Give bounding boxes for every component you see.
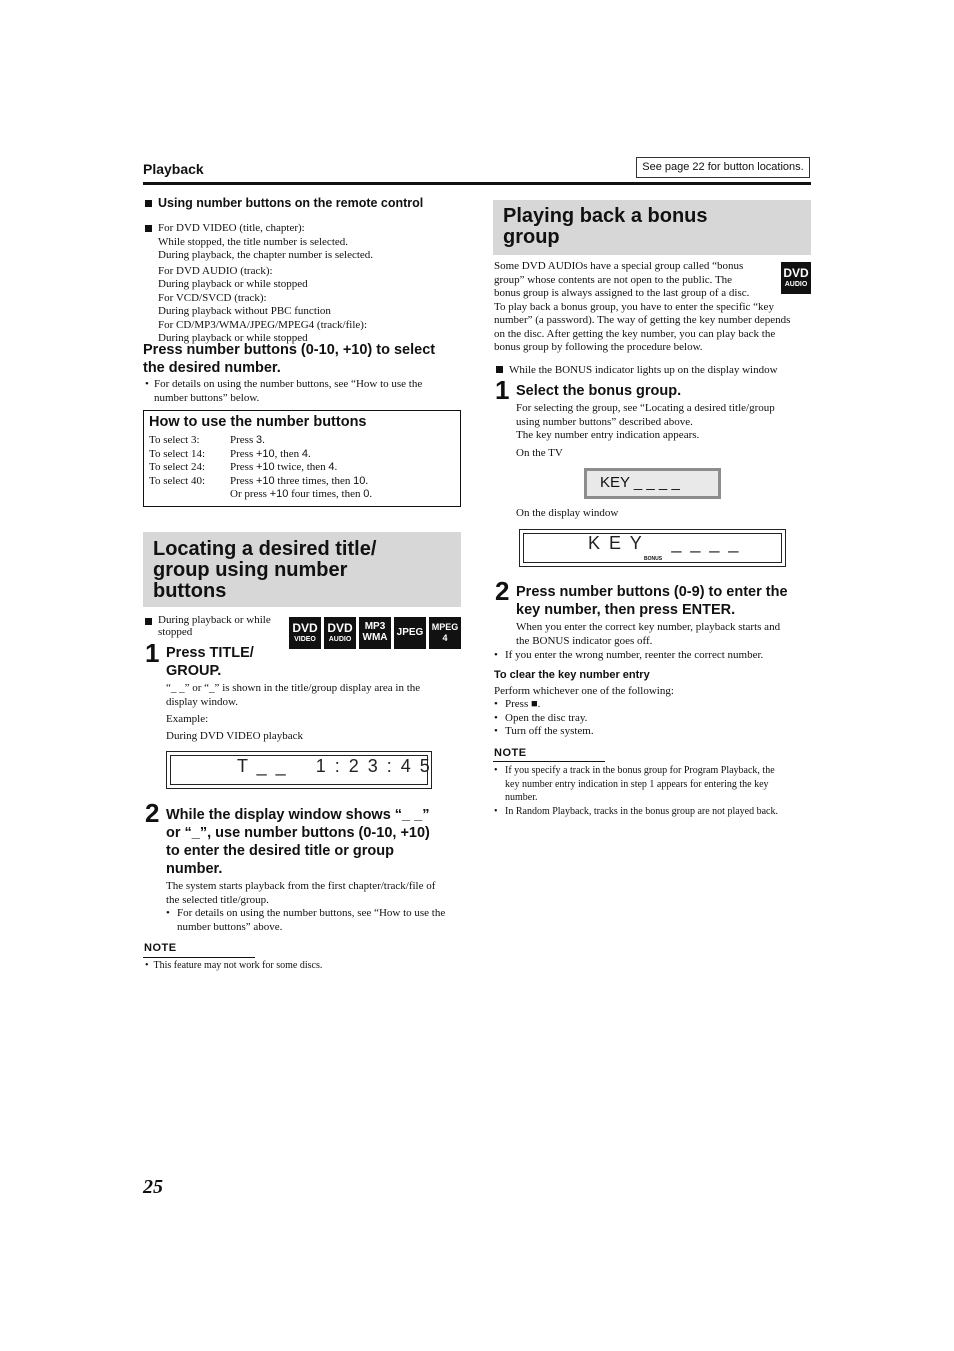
how-to-row [149, 448, 372, 462]
bonus-title-line: Playing back a bonus [503, 205, 708, 227]
text-line: For selecting the group, see “Locating a desired title/group [516, 402, 775, 414]
step2-body: The system starts playback from the first chapter/track/file of the selected title/group. • For details on using the number buttons, see “How to use the number buttons” above. [166, 880, 466, 934]
instr-text: . [365, 474, 369, 487]
bonus-indicator: BONUS [644, 556, 663, 562]
using-heading [145, 196, 423, 210]
tv-key-text: KEY _ _ _ _ [600, 474, 680, 491]
how-to-instruction [230, 434, 372, 448]
display-window-lcd [519, 529, 786, 567]
note-line: number. [505, 792, 538, 803]
condition-line: During playback or while [158, 614, 271, 626]
clear-heading: To clear the key number entry [494, 669, 650, 681]
badge-bottom: 4 [442, 633, 448, 643]
clear-list [494, 698, 794, 739]
step-title-line: key number, then press ENTER. [516, 602, 736, 618]
conditions-block [145, 222, 465, 346]
header-rule [143, 182, 811, 185]
text-line: Some DVD AUDIOs have a special group called “bonus [494, 260, 744, 272]
key-label: 0 [363, 488, 370, 500]
how-to-row [149, 434, 372, 448]
bonus-step2-bullet: • If you enter the wrong number, reenter the correct number. [494, 649, 764, 661]
text-line: When you enter the correct key number, playback starts and [516, 621, 781, 633]
on-tv-label: On the TV [516, 447, 563, 459]
condition-line: For DVD VIDEO (title, chapter): [158, 222, 305, 234]
text-line: bonus group by following the procedure below. [494, 341, 703, 353]
step-title-line: Press TITLE/ [166, 645, 254, 661]
step-number: 1 [145, 638, 160, 668]
how-to-instruction [230, 448, 372, 462]
locating-title-line: group using number [153, 559, 348, 581]
badge-top: DVD [292, 621, 318, 635]
step-title-line: to enter the desired title or group [166, 843, 394, 859]
bonus-title-line: group [503, 226, 560, 248]
see-page-box [636, 157, 810, 178]
clear-item-text: Press ■. [505, 698, 541, 710]
key-label: 10 [353, 474, 366, 487]
disc-badge [359, 617, 391, 649]
square-bullet-icon [496, 366, 503, 373]
bonus-step2-title [516, 583, 816, 619]
condition-line: For VCD/SVCD (track): [158, 291, 267, 304]
section-title: Playback [143, 161, 204, 177]
disc-badge [429, 617, 461, 649]
condition-line: While stopped, the title number is selected. [158, 235, 349, 248]
instr-text: Press [230, 461, 256, 473]
how-to-box [143, 410, 461, 507]
bonus-intro [494, 260, 814, 355]
step-number: 2 [145, 798, 160, 828]
condition-line: During playback or while stopped [158, 332, 308, 344]
how-to-label: To select 40: [149, 474, 206, 487]
how-to-instruction [230, 461, 372, 475]
text-line: bonus group is always assigned to the last group of a disc. [494, 287, 750, 299]
instr-text: . [369, 488, 373, 500]
condition-line: During playback, the chapter number is selected. [158, 249, 374, 261]
press-heading [143, 341, 473, 377]
press-heading-line: Press number buttons (0-10, +10) to select [143, 342, 436, 358]
badge-bottom: AUDIO [328, 636, 352, 643]
disc-badge [289, 617, 321, 649]
text-line: To play back a bonus group, you have to enter the specific “key [494, 300, 774, 313]
clear-item-text: Open the disc tray. [505, 711, 588, 724]
body-line: The system starts playback from the first chapter/track/file of [166, 880, 436, 892]
clear-item: • Press ■. [494, 698, 541, 710]
condition-line: For CD/MP3/WMA/JPEG/MPEG4 (track/file): [158, 318, 367, 331]
instr-text: Press [230, 434, 256, 446]
badge-top: JPEG [396, 627, 424, 638]
see-page-text: See page 22 for button locations. [642, 161, 804, 173]
note-rule [493, 761, 605, 762]
press-bullet: • For details on using the number buttons, see “How to use the number buttons” below. [145, 378, 465, 405]
how-to-label: To select 14: [149, 447, 206, 460]
condition-line: During playback or while stopped [158, 278, 308, 290]
step-title-line: number. [166, 861, 223, 877]
condition-line: During playback without PBC function [158, 305, 331, 317]
example-label: Example: [166, 713, 209, 725]
key-label: +10 [269, 488, 289, 500]
instr-text: . [262, 434, 265, 446]
step1-title [166, 644, 254, 680]
lcd-text: K E Y _ _ _ _ [588, 533, 741, 553]
step-number: 1 [495, 375, 510, 405]
how-to-table [149, 434, 372, 502]
instr-text: Press [230, 474, 256, 487]
instr-text: . [307, 447, 311, 460]
how-to-row [149, 475, 372, 489]
key-label: 4 [328, 461, 335, 473]
text-line: using number buttons” described above. [516, 415, 693, 428]
note-label: NOTE [144, 942, 177, 954]
step2-title [166, 806, 466, 878]
instr-text: Or press [230, 488, 270, 500]
step-number: 2 [495, 576, 510, 606]
how-to-row [149, 488, 372, 502]
square-bullet-icon [145, 225, 152, 232]
body-line: display window. [166, 695, 239, 708]
bonus-step1-title: Select the bonus group. [516, 383, 682, 399]
page-number: 25 [143, 1176, 163, 1198]
how-to-label [149, 488, 230, 502]
using-heading-text: Using number buttons on the remote control [158, 196, 424, 210]
clear-item: • Open the disc tray. [494, 711, 588, 724]
how-to-instruction [230, 475, 372, 489]
badge-top: MP3 [364, 621, 386, 632]
how-to-label: To select 24: [149, 461, 206, 473]
bullet-line: For details on using the number buttons, see “How to use the [177, 907, 446, 919]
note-line: • In Random Playback, tracks in the bonus group are not played back. [494, 805, 778, 817]
note-rule [143, 957, 255, 958]
instr-text: Press [230, 447, 256, 460]
note-line: • If you specify a track in the bonus group for Program Playback, the [494, 765, 775, 776]
condition-text: While the BONUS indicator lights up on the display window [509, 364, 778, 376]
condition-line: stopped [158, 625, 193, 638]
bonus-title-box [493, 200, 811, 255]
how-to-label: To select 3: [149, 434, 200, 446]
bullet-text: If you enter the wrong number, reenter the correct number. [505, 649, 764, 661]
clear-intro: Perform whichever one of the following: [494, 685, 674, 697]
clear-item-text: Turn off the system. [505, 725, 594, 737]
badge-top: DVD [327, 621, 353, 635]
press-bullet-line: For details on using the number buttons, see “How to use the [154, 378, 423, 390]
instr-text: . [334, 461, 338, 473]
clear-item: • Turn off the system. [494, 725, 594, 737]
bonus-step2-body [516, 621, 816, 648]
text-line: The key number entry indication appears. [516, 429, 700, 441]
bonus-step1-body [516, 402, 816, 443]
step-title-line: Press number buttons (0-9) to enter the [516, 584, 788, 600]
instr-text: four times, then [288, 488, 364, 500]
text-line: the BONUS indicator goes off. [516, 634, 653, 647]
disc-badge [324, 617, 356, 649]
tv-key-display [584, 468, 721, 499]
display-window-lcd [166, 751, 432, 789]
body-line: “_ _” or “_” is shown in the title/group display area in the [166, 682, 421, 694]
instr-text: , then [274, 447, 302, 460]
note-item: • This feature may not work for some discs. [145, 960, 323, 971]
locate-condition [145, 615, 285, 638]
condition-line: For DVD AUDIO (track): [158, 264, 273, 277]
step-title-line: GROUP. [166, 663, 222, 679]
key-label: 3 [255, 434, 263, 446]
step-title-line: or “_”, use number buttons (0-10, +10) [166, 825, 430, 841]
badge-bottom: AUDIO [784, 281, 808, 288]
bullet-line: number buttons” above. [177, 920, 283, 933]
how-to-instruction [230, 488, 372, 502]
locating-title-line: Locating a desired title/ [153, 538, 377, 560]
note-text: This feature may not work for some discs. [153, 960, 323, 971]
press-bullet-line: number buttons” below. [154, 391, 260, 404]
badge-bottom: VIDEO [294, 636, 316, 643]
note-text: In Random Playback, tracks in the bonus group are not played back. [505, 805, 778, 817]
text-line: on the disc. After getting the key number, you can play back the [494, 327, 776, 340]
locating-title-box [143, 532, 461, 607]
key-label: 4 [301, 447, 308, 460]
square-bullet-icon [145, 200, 152, 207]
note-text: If you specify a track in the bonus group for Program Playback, the [505, 765, 775, 776]
step-title-line: While the display window shows “_ _” [166, 807, 430, 823]
example-context: During DVD VIDEO playback [166, 729, 303, 742]
locating-title-line: buttons [153, 580, 227, 602]
how-to-row [149, 461, 372, 475]
badge-top: MPEG [431, 622, 459, 632]
text-line: group” whose contents are not open to the public. The [494, 273, 733, 286]
key-label: +10 [255, 474, 275, 487]
bonus-notes [494, 764, 814, 818]
badge-bottom: WMA [362, 632, 388, 643]
note-line: key number entry indication in step 1 appears for entering the key [505, 778, 769, 790]
text-line: number” (a password). The way of getting the key number depends [494, 314, 791, 326]
body-line: the selected title/group. [166, 893, 269, 906]
lcd-text: T _ _ 1 : 2 3 : 4 5 [237, 756, 432, 776]
press-heading-line: the desired number. [143, 360, 281, 376]
bonus-condition [496, 364, 816, 378]
instr-text: three times, then [274, 474, 354, 487]
step1-body [166, 682, 461, 743]
note-label: NOTE [494, 747, 527, 759]
on-display-label: On the display window [516, 507, 619, 519]
how-to-title: How to use the number buttons [149, 414, 367, 430]
disc-badge [394, 617, 426, 649]
square-bullet-icon [145, 618, 152, 625]
key-label: +10 [255, 447, 275, 460]
instr-text: twice, then [274, 461, 329, 473]
key-label: +10 [255, 461, 275, 473]
badge-top: DVD [783, 266, 809, 280]
